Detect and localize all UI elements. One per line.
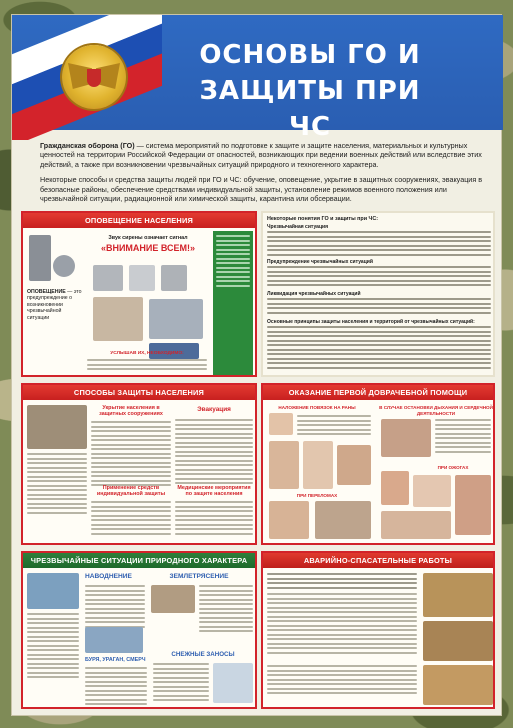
- head-bandage-image: [337, 445, 371, 485]
- rescue-team-image: [423, 573, 493, 617]
- page-title: [190, 37, 430, 145]
- first-aid-title: ОКАЗАНИЕ ПЕРВОЙ ДОВРАЧЕБНОЙ ПОМОЩИ: [263, 385, 493, 400]
- splint-image: [269, 501, 309, 539]
- title-line-1: ОСНОВЫ ГО И: [199, 40, 421, 70]
- liquidation-term: Ликвидация чрезвычайных ситуаций: [267, 291, 361, 297]
- earthquake-image: [151, 585, 195, 613]
- carry-victim-image: [455, 475, 491, 535]
- radio-icon: [93, 265, 123, 291]
- tv-icon: [129, 265, 155, 291]
- intro-text: [40, 141, 490, 209]
- natural-emergencies-title: ЧРЕЗВЫЧАЙНЫЕ СИТУАЦИИ ПРИРОДНОГО ХАРАКТЕРА: [23, 553, 255, 568]
- wounds-heading: НАЛОЖЕНИЕ ПОВЯЗОК НА РАНЫ: [278, 405, 356, 410]
- notification-definition: ОПОВЕЩЕНИЕ — это предупреждение о возникновении чрезвычайной ситуации: [27, 289, 82, 321]
- burns-heading: ПРИ ОЖОГАХ: [437, 465, 469, 470]
- loudspeaker-icon: [53, 255, 75, 277]
- snow-text: [153, 663, 209, 704]
- rescue-works-section: [261, 551, 495, 709]
- first-aid-section: [261, 383, 495, 545]
- flood-caption-text: [27, 613, 79, 681]
- prevention-term: Предупреждение чрезвычайных ситуаций: [267, 259, 373, 265]
- arm-bandage-image: [303, 441, 333, 489]
- speaker-icon: [161, 265, 187, 291]
- rescue-list-2: [267, 665, 417, 697]
- flood-image: [27, 573, 79, 609]
- snowstorm-image: [213, 663, 253, 703]
- siren-icon: [29, 235, 51, 281]
- tourniquet-image: [269, 441, 299, 489]
- shelter-image: [27, 405, 87, 449]
- shelter-text: [27, 453, 87, 516]
- operator-image: [93, 297, 143, 341]
- title-line-2: ЗАЩИТЫ ПРИ ЧС: [199, 76, 421, 142]
- storm-heading: БУРЯ, УРАГАН, СМЕРЧ: [85, 657, 146, 663]
- basics-heading: Основные принципы защиты населения и территорий от чрезвычайных ситуаций:: [267, 319, 475, 325]
- speaker-tower-image: [149, 299, 203, 339]
- ppe-description: [91, 501, 171, 537]
- resuscitation-text: [435, 419, 491, 455]
- prevention-definition: [267, 266, 491, 289]
- flooded-house-image: [85, 627, 143, 653]
- shelter-description: [91, 421, 171, 489]
- civil-defense-emblem-icon: [62, 45, 126, 109]
- emergency-definition: [267, 231, 491, 258]
- basics-list: [267, 326, 491, 371]
- principles-heading: Некоторые понятия ГО и защиты при ЧС:: [267, 216, 379, 222]
- shelter-heading: Укрытие населения в защитных сооружениях: [99, 405, 163, 418]
- notification-term: ОПОВЕЩЕНИЕ: [27, 289, 66, 295]
- notification-section: [21, 211, 257, 377]
- stretcher-image: [315, 501, 371, 539]
- instructions-text: [216, 235, 250, 289]
- recovery-position-image: [381, 511, 451, 539]
- intro-paragraph-2: Некоторые способы и средства защиты людей при ГО и ЧС: обучение, оповещение, укрытие в защитных сооружениях, эвакуация в безопасные районы, обеспечение средствами индивидуальной защиты, установление режимов военного положения или чрезвычайной ситуации, радиационной или химической защиты, карантина или обсервации.: [40, 175, 483, 204]
- rescue-intro-text: [267, 573, 417, 591]
- flood-heading: НАВОДНЕНИЕ: [85, 573, 132, 580]
- bandage-image: [269, 413, 293, 435]
- attention-everyone-label: «ВНИМАНИЕ ВСЕМ!»: [100, 243, 196, 253]
- medical-description: [175, 501, 253, 537]
- resuscitation-heading: В СЛУЧАЕ ОСТАНОВКИ ДЫХАНИЯ И СЕРДЕЧНОЙ ДЕЯТЕЛЬНОСТИ: [379, 405, 493, 417]
- principles-section: [261, 211, 495, 377]
- poster-header: [12, 15, 503, 142]
- siren-caption: Звук сирены означает сигнал: [108, 235, 188, 241]
- rescue-works-title: АВАРИЙНО-СПАСАТЕЛЬНЫЕ РАБОТЫ: [263, 553, 493, 568]
- ppe-heading: Применение средств индивидуальной защиты: [96, 485, 166, 498]
- earthquake-heading: ЗЕМЛЕТРЯСЕНИЕ: [169, 573, 229, 580]
- heard-instructions-text: [87, 359, 207, 373]
- wounds-text: [297, 415, 371, 438]
- intro-paragraph-1: [40, 141, 490, 169]
- evacuation-heading: Эвакуация: [197, 406, 231, 413]
- rescue-list-1: [267, 593, 417, 656]
- cpr-image: [381, 419, 431, 457]
- natural-emergencies-section: [21, 551, 257, 709]
- protection-section: [21, 383, 257, 545]
- fracture-heading: ПРИ ПЕРЕЛОМАХ: [296, 493, 338, 498]
- rescue-workers-image: [423, 665, 493, 705]
- earthquake-text: [199, 585, 253, 635]
- rubble-rescue-image: [423, 621, 493, 661]
- burn-image: [381, 471, 409, 505]
- notification-title: ОПОВЕЩЕНИЕ НАСЕЛЕНИЯ: [23, 213, 255, 228]
- emergency-term: Чрезвычайная ситуация: [267, 224, 329, 230]
- liquidation-definition: [267, 298, 491, 316]
- cooling-burn-image: [413, 475, 451, 507]
- poster-panel: [11, 14, 502, 716]
- civil-defense-definition: — система мероприятий по подготовке к защите и защите населения, материальных и культурных ценностей на территории Российской Федерации от опасностей, возникающих при ведении военных действий или вследствие этих действий, а также при возникновении чрезвычайных ситуаций природного и техногенного характера.: [40, 141, 482, 169]
- snow-heading: СНЕЖНЫЕ ЗАНОСЫ: [171, 651, 235, 658]
- protection-title: СПОСОБЫ ЗАЩИТЫ НАСЕЛЕНИЯ: [23, 385, 255, 400]
- flood-text: [85, 585, 145, 630]
- civil-defense-term: Гражданская оборона (ГО): [40, 141, 135, 150]
- storm-text: [85, 667, 147, 708]
- medical-heading: Медицинские мероприятия по защите населения: [177, 485, 251, 498]
- heard-label: УСЛЫШАВ ИХ, НЕОБХОДИМО:: [110, 351, 184, 356]
- evacuation-description: [175, 419, 253, 487]
